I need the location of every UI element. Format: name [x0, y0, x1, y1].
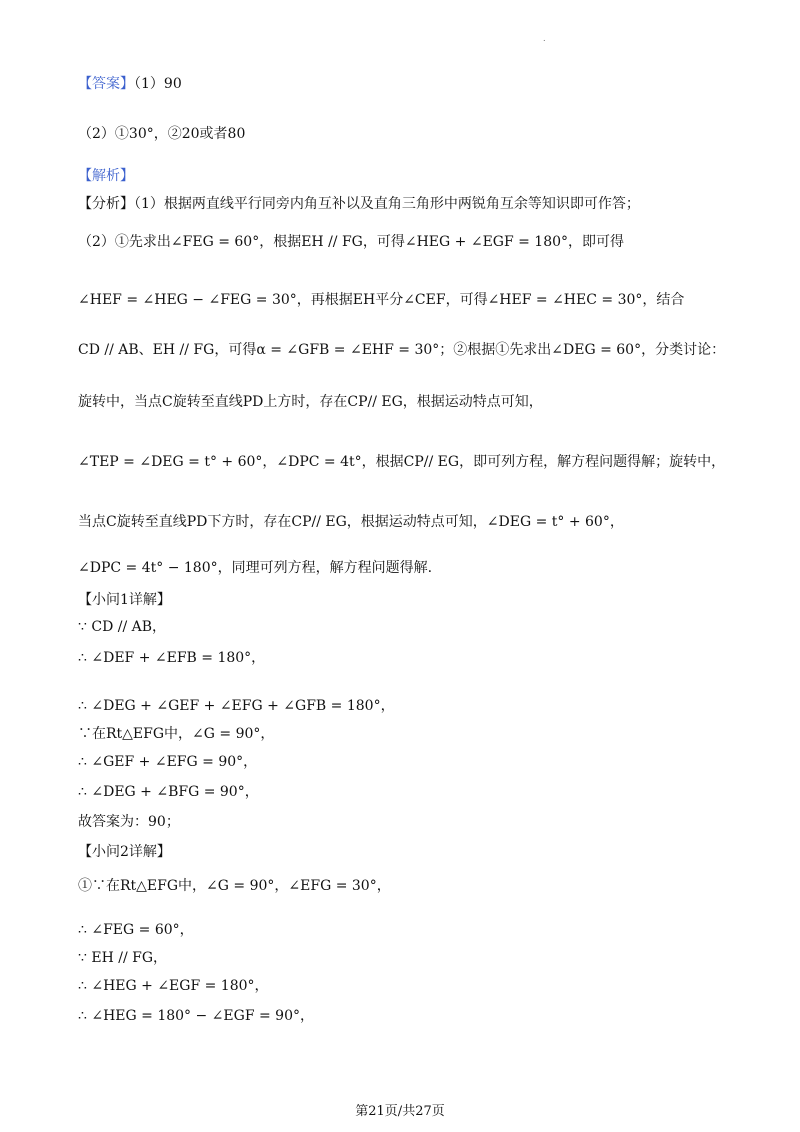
q1-title: 【小问1详解】: [78, 592, 171, 608]
answer-part1: [78, 74, 182, 94]
analysis-line-5: 旋转中，当点C旋转至直线PD上方时，存在CP// EG，根据运动特点可知，: [78, 394, 543, 410]
q2-title: 【小问2详解】: [78, 844, 171, 860]
q1-line-2: ∴ ∠DEF + ∠EFB = 180°，: [78, 650, 266, 666]
q1-line-7: 故答案为：90；: [78, 814, 180, 830]
q1-line-5: ∴ ∠GEF + ∠EFG = 90°，: [78, 754, 258, 770]
answer-p2: （2）①30°，②20或者80: [78, 126, 246, 142]
q1-line-4: ∵在Rt△EFG中，∠G = 90°，: [78, 726, 275, 742]
q2-line-1: ①∵在Rt△EFG中，∠G = 90°，∠EFG = 30°，: [78, 878, 391, 894]
analysis-line-6: ∠TEP = ∠DEG = t° + 60°，∠DPC = 4t°，根据CP// EG，即可列方程，解方程问题得解；旋转中，: [78, 454, 726, 470]
q1-line-3: ∴ ∠DEG + ∠GEF + ∠EFG + ∠GFB = 180°，: [78, 698, 395, 714]
corner-mark: .: [543, 34, 546, 43]
page-number: 第21页/共27页: [355, 1104, 445, 1119]
analysis-line-2: （2）①先求出∠FEG = 60°，根据EH // FG，可得∠HEG + ∠EGF = 180°，即可得: [78, 234, 625, 250]
analysis-line-8: ∠DPC = 4t° − 180°，同理可列方程，解方程问题得解.: [78, 560, 433, 576]
answer-p1: （1）90: [134, 76, 182, 92]
q1-line-1: ∵ CD // AB，: [78, 619, 167, 635]
analysis-line-3: ∠HEF = ∠HEG − ∠FEG = 30°，再根据EH平分∠CEF，可得∠HEF = ∠HEC = 30°，结合: [78, 292, 685, 308]
q2-line-2: ∴ ∠FEG = 60°，: [78, 922, 194, 938]
q1-line-6: ∴ ∠DEG + ∠BFG = 90°，: [78, 784, 259, 800]
analysis-tag: 【解析】: [78, 168, 134, 184]
analysis-line-7: 当点C旋转至直线PD下方时，存在CP// EG，根据运动特点可知，∠DEG = t° + 60°，: [78, 514, 624, 530]
analysis-line-1: 【分析】（1）根据两直线平行同旁内角互补以及直角三角形中两锐角互余等知识即可作答；: [78, 196, 640, 212]
analysis-line-4: CD // AB、EH // FG，可得α = ∠GFB = ∠EHF = 30°；②根据①先求出∠DEG = 60°，分类讨论：: [78, 342, 726, 358]
answer-tag: 【答案】: [78, 76, 134, 92]
q2-line-4: ∴ ∠HEG + ∠EGF = 180°，: [78, 978, 269, 994]
q2-line-3: ∵ EH // FG，: [78, 950, 168, 966]
q2-line-5: ∴ ∠HEG = 180° − ∠EGF = 90°，: [78, 1008, 314, 1024]
